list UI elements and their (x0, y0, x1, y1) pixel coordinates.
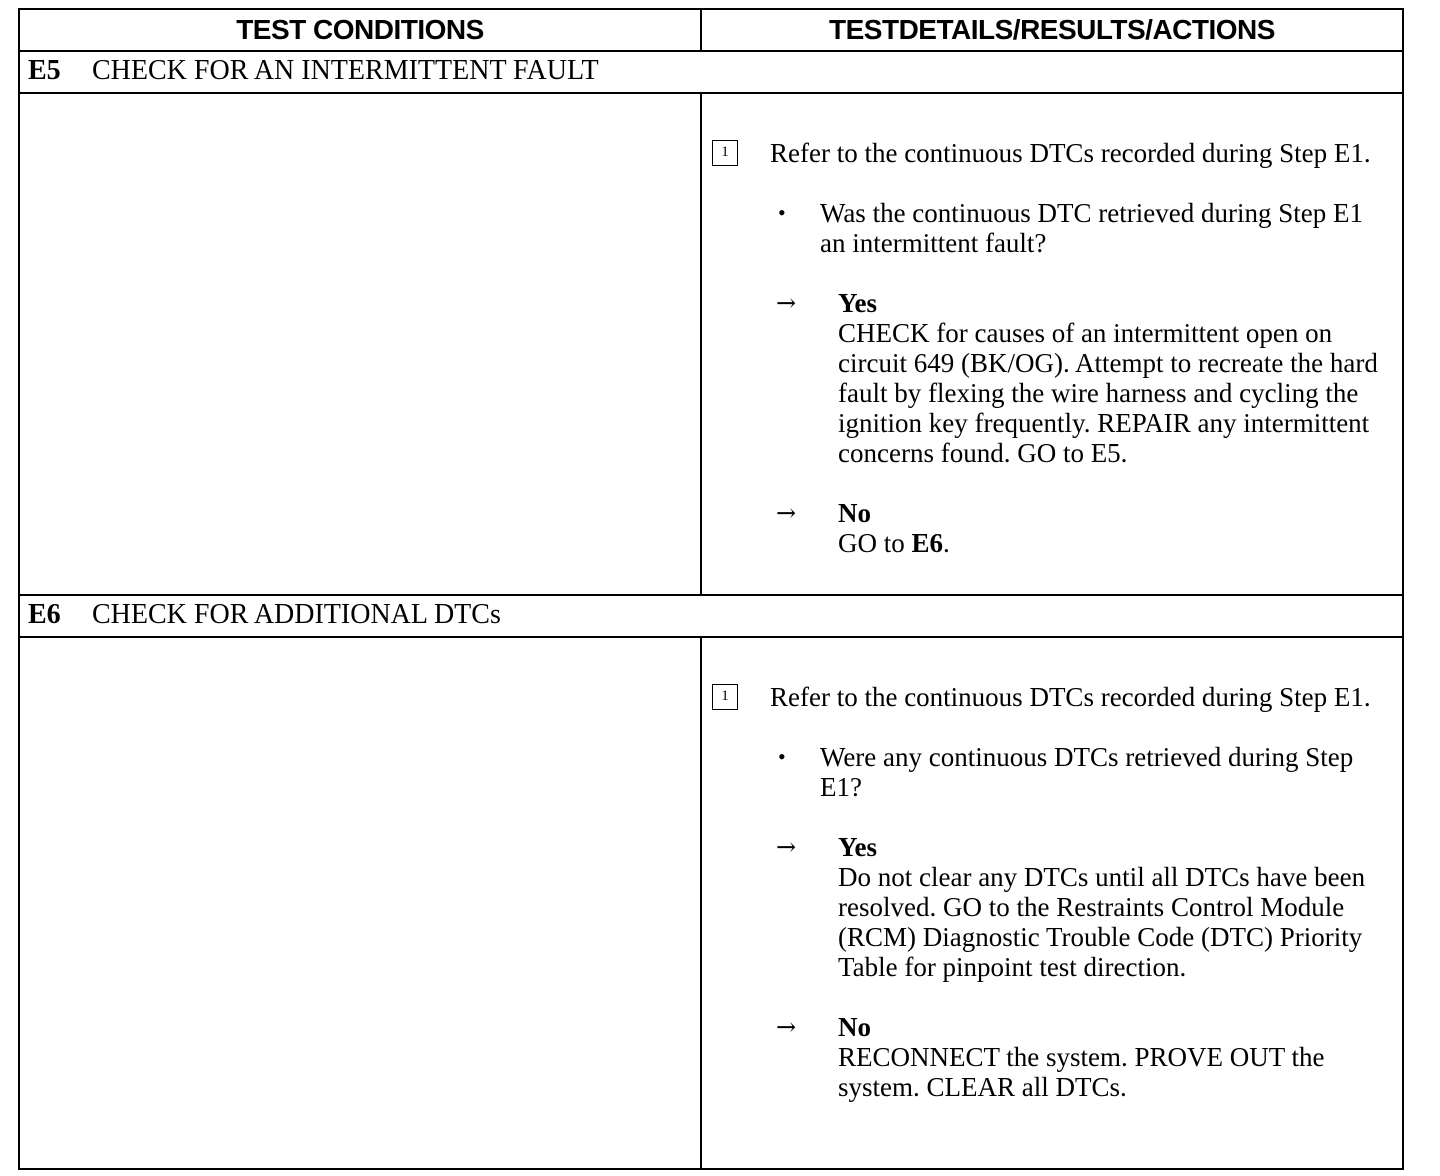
answer-text: RECONNECT the system. PROVE OUT the system. CLEAR all DTCs. (838, 1042, 1325, 1102)
step-1 (712, 682, 1392, 712)
test-conditions-cell (20, 638, 702, 1168)
answer-yes (712, 832, 1392, 982)
arrow-right-icon: → (776, 1013, 797, 1041)
question-text: Were any continuous DTCs retrieved during Step E1? (820, 742, 1354, 802)
answer-text-suffix: . (943, 528, 950, 558)
diagnostic-table (18, 8, 1404, 1170)
step-text: Refer to the continuous DTCs recorded during Step E1. (770, 682, 1371, 712)
section-title-e5 (20, 52, 1402, 94)
header-test-conditions: TEST CONDITIONS (20, 10, 702, 50)
answer-no (712, 1012, 1392, 1102)
answer-label: No (838, 498, 871, 528)
answer-label: No (838, 1012, 871, 1042)
question-bullet (712, 742, 1392, 802)
arrow-right-icon: → (776, 833, 797, 861)
section-title-text: CHECK FOR ADDITIONAL DTCs (92, 599, 501, 630)
answer-label: Yes (838, 288, 877, 318)
answer-text-step: E6 (911, 528, 944, 558)
bullet-dot-icon: • (778, 744, 786, 769)
answer-text-prefix: GO to (838, 528, 912, 558)
answer-label: Yes (838, 832, 877, 862)
arrow-right-icon: → (776, 289, 797, 317)
answer-no (712, 498, 1392, 558)
section-code: E6 (28, 599, 61, 630)
question-text: Was the continuous DTC retrieved during Step E1 an intermittent fault? (820, 198, 1363, 258)
step-text: Refer to the continuous DTCs recorded during Step E1. (770, 138, 1371, 168)
step-number-box: 1 (712, 140, 738, 166)
answer-text: CHECK for causes of an intermittent open on circuit 649 (BK/OG). Attempt to recreate the hard fault by flexing the wire harness and cycling the ignition key frequently. REPAIR any intermittent concerns found. GO to E5. (838, 318, 1378, 468)
step-number-box: 1 (712, 684, 738, 710)
answer-text: Do not clear any DTCs until all DTCs have been resolved. GO to the Restraints Control Module (RCM) Diagnostic Trouble Code (DTC) Priority Table for pinpoint test direction. (838, 862, 1366, 982)
test-conditions-cell (20, 94, 702, 594)
section-code: E5 (28, 55, 61, 86)
section-title-e6 (20, 596, 1402, 638)
table-header (20, 10, 1402, 52)
header-test-details: TESTDETAILS/RESULTS/ACTIONS (829, 14, 1275, 45)
test-details-cell (702, 638, 1402, 1168)
bullet-dot-icon: • (778, 200, 786, 225)
answer-yes (712, 288, 1392, 468)
step-1 (712, 138, 1392, 168)
question-bullet (712, 198, 1392, 258)
arrow-right-icon: → (776, 499, 797, 527)
section-title-text: CHECK FOR AN INTERMITTENT FAULT (92, 55, 599, 86)
test-details-cell (702, 94, 1402, 594)
section-body-e6 (20, 638, 1402, 1168)
section-body-e5 (20, 94, 1402, 596)
